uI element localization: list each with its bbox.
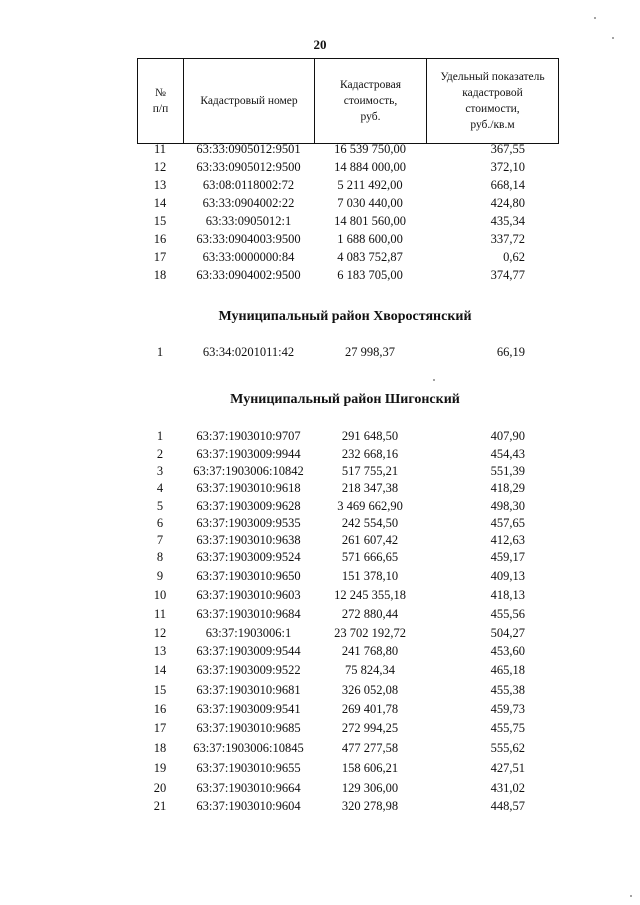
row-cadastral-number: 63:33:0905012:9501 — [196, 142, 301, 156]
row-cadastral-value: 12 245 355,18 — [334, 588, 406, 602]
row-cadastral-number: 63:37:1903010:9685 — [196, 721, 301, 735]
row-cadastral-number: 63:33:0904002:22 — [202, 196, 295, 210]
row-cadastral-value: 151 378,10 — [341, 569, 399, 583]
row-cadastral-value: 242 554,50 — [341, 516, 399, 530]
row-specific-rate: 372,10 — [490, 160, 525, 174]
row-specific-rate: 427,51 — [490, 761, 525, 775]
row-cadastral-value: 23 702 192,72 — [334, 626, 406, 640]
row-num: 2 — [156, 447, 164, 461]
row-specific-rate: 453,60 — [490, 644, 525, 658]
scan-speck — [630, 895, 632, 897]
row-cadastral-value: 232 668,16 — [341, 447, 399, 461]
table-row — [0, 661, 640, 679]
row-num: 13 — [153, 644, 167, 658]
row-cadastral-number: 63:37:1903006:10845 — [193, 741, 304, 755]
row-num: 19 — [153, 761, 167, 775]
row-cadastral-number: 63:37:1903009:9541 — [196, 702, 301, 716]
row-cadastral-value: 129 306,00 — [341, 781, 399, 795]
row-cadastral-value: 5 211 492,00 — [337, 178, 403, 192]
scan-speck — [433, 379, 435, 381]
row-cadastral-value: 6 183 705,00 — [337, 268, 403, 282]
row-num: 20 — [153, 781, 167, 795]
row-cadastral-number: 63:37:1903010:9707 — [196, 429, 301, 443]
row-num: 16 — [153, 232, 167, 246]
table-header — [137, 58, 559, 144]
row-num: 9 — [156, 569, 164, 583]
table-row — [0, 140, 640, 158]
row-cadastral-value: 3 469 662,90 — [337, 499, 403, 513]
row-num: 7 — [156, 533, 164, 547]
row-specific-rate: 455,38 — [490, 683, 525, 697]
row-specific-rate: 551,39 — [490, 464, 525, 478]
table-row — [0, 479, 640, 497]
row-cadastral-value: 27 998,37 — [345, 345, 395, 359]
row-cadastral-number: 63:37:1903009:9524 — [196, 550, 301, 564]
row-specific-rate: 374,77 — [490, 268, 525, 282]
row-num: 12 — [153, 160, 167, 174]
row-cadastral-number: 63:37:1903009:9944 — [196, 447, 301, 461]
row-cadastral-number: 63:33:0904002:9500 — [196, 268, 301, 282]
row-specific-rate: 455,75 — [490, 721, 525, 735]
row-cadastral-number: 63:37:1903009:9544 — [196, 644, 301, 658]
header-cadastral-number: Кадастровый номер — [184, 59, 315, 144]
scan-speck — [594, 17, 596, 19]
row-cadastral-value: 320 278,98 — [341, 799, 399, 813]
row-cadastral-number: 63:33:0904003:9500 — [196, 232, 301, 246]
table-row — [0, 567, 640, 585]
table-row — [0, 719, 640, 737]
row-num: 15 — [153, 683, 167, 697]
row-specific-rate: 337,72 — [490, 232, 525, 246]
row-cadastral-value: 477 277,58 — [341, 741, 399, 755]
row-cadastral-value: 241 768,80 — [341, 644, 399, 658]
row-specific-rate: 431,02 — [490, 781, 525, 795]
row-cadastral-value: 261 607,42 — [341, 533, 399, 547]
table-row — [0, 248, 640, 266]
table-row — [0, 212, 640, 230]
row-cadastral-value: 16 539 750,00 — [334, 142, 406, 156]
table-row — [0, 531, 640, 549]
table-row — [0, 462, 640, 480]
row-num: 13 — [153, 178, 167, 192]
row-cadastral-value: 269 401,78 — [341, 702, 399, 716]
table-row — [0, 445, 640, 463]
table-row — [0, 779, 640, 797]
row-num: 11 — [153, 142, 167, 156]
row-cadastral-number: 63:37:1903009:9628 — [196, 499, 301, 513]
row-cadastral-value: 272 994,25 — [341, 721, 399, 735]
page-number: 20 — [313, 37, 327, 52]
row-specific-rate: 504,27 — [490, 626, 525, 640]
row-num: 8 — [156, 550, 164, 564]
row-cadastral-value: 571 666,65 — [341, 550, 399, 564]
row-cadastral-number: 63:37:1903010:9604 — [196, 799, 301, 813]
row-num: 4 — [156, 481, 164, 495]
row-specific-rate: 66,19 — [496, 345, 525, 359]
table-row — [0, 514, 640, 532]
row-specific-rate: 412,63 — [490, 533, 525, 547]
row-cadastral-value: 291 648,50 — [341, 429, 399, 443]
row-num: 18 — [153, 741, 167, 755]
row-num: 16 — [153, 702, 167, 716]
row-cadastral-number: 63:37:1903009:9522 — [196, 663, 301, 677]
table-row — [0, 176, 640, 194]
row-num: 15 — [153, 214, 167, 228]
row-cadastral-value: 326 052,08 — [341, 683, 399, 697]
row-cadastral-number: 63:37:1903006:1 — [205, 626, 292, 640]
table-row — [0, 681, 640, 699]
section-heading-khvorostyansky: Муниципальный район Хворостянский — [218, 309, 472, 324]
row-cadastral-number: 63:08:0118002:72 — [202, 178, 295, 192]
table-row — [0, 700, 640, 718]
row-specific-rate: 457,65 — [490, 516, 525, 530]
row-specific-rate: 409,13 — [490, 569, 525, 583]
row-num: 21 — [153, 799, 167, 813]
header-cadastral-value: Кадастровая стоимость, руб. — [315, 59, 427, 144]
table-row — [0, 497, 640, 515]
row-cadastral-number: 63:33:0000000:84 — [202, 250, 295, 264]
row-specific-rate: 555,62 — [490, 741, 525, 755]
row-cadastral-number: 63:37:1903009:9535 — [196, 516, 301, 530]
table-row — [0, 158, 640, 176]
row-specific-rate: 498,30 — [490, 499, 525, 513]
row-specific-rate: 435,34 — [490, 214, 525, 228]
row-num: 1 — [156, 429, 164, 443]
row-cadastral-number: 63:33:0905012:9500 — [196, 160, 301, 174]
row-specific-rate: 407,90 — [490, 429, 525, 443]
row-cadastral-value: 158 606,21 — [341, 761, 399, 775]
row-cadastral-value: 517 755,21 — [341, 464, 399, 478]
row-num: 1 — [156, 345, 164, 359]
row-specific-rate: 455,56 — [490, 607, 525, 621]
row-cadastral-number: 63:37:1903010:9681 — [196, 683, 301, 697]
row-cadastral-number: 63:33:0905012:1 — [205, 214, 292, 228]
row-num: 14 — [153, 663, 167, 677]
row-cadastral-value: 4 083 752,87 — [337, 250, 403, 264]
table-row — [0, 194, 640, 212]
row-cadastral-value: 1 688 600,00 — [337, 232, 403, 246]
row-num: 3 — [156, 464, 164, 478]
row-specific-rate: 459,17 — [490, 550, 525, 564]
scan-speck — [612, 37, 614, 39]
row-num: 10 — [153, 588, 167, 602]
row-cadastral-value: 14 884 000,00 — [334, 160, 406, 174]
table-row — [0, 343, 640, 361]
row-specific-rate: 0,62 — [503, 250, 525, 264]
row-num: 12 — [153, 626, 167, 640]
row-specific-rate: 367,55 — [490, 142, 525, 156]
row-cadastral-number: 63:37:1903010:9650 — [196, 569, 301, 583]
row-specific-rate: 454,43 — [490, 447, 525, 461]
row-cadastral-value: 7 030 440,00 — [337, 196, 403, 210]
row-cadastral-number: 63:37:1903010:9684 — [196, 607, 301, 621]
row-specific-rate: 668,14 — [490, 178, 525, 192]
section-heading-shigonsky: Муниципальный район Шигонский — [230, 392, 460, 407]
table-row — [0, 759, 640, 777]
row-num: 14 — [153, 196, 167, 210]
row-specific-rate: 459,73 — [490, 702, 525, 716]
table-row — [0, 642, 640, 660]
table-row — [0, 548, 640, 566]
table-row — [0, 266, 640, 284]
row-specific-rate: 448,57 — [490, 799, 525, 813]
table-row — [0, 427, 640, 445]
row-specific-rate: 418,13 — [490, 588, 525, 602]
table-row — [0, 739, 640, 757]
table-row — [0, 586, 640, 604]
row-cadastral-number: 63:37:1903010:9664 — [196, 781, 301, 795]
row-cadastral-value: 218 347,38 — [341, 481, 399, 495]
row-specific-rate: 465,18 — [490, 663, 525, 677]
row-num: 17 — [153, 721, 167, 735]
table-row — [0, 797, 640, 815]
row-num: 18 — [153, 268, 167, 282]
header-specific-rate: Удельный показатель кадастровой стоимости, руб./кв.м — [427, 59, 559, 144]
row-cadastral-number: 63:37:1903010:9655 — [196, 761, 301, 775]
row-num: 5 — [156, 499, 164, 513]
header-num: № п/п — [138, 59, 184, 144]
row-cadastral-value: 272 880,44 — [341, 607, 399, 621]
row-cadastral-number: 63:37:1903006:10842 — [193, 464, 304, 478]
row-cadastral-value: 14 801 560,00 — [334, 214, 406, 228]
table-row — [0, 230, 640, 248]
row-cadastral-number: 63:37:1903010:9618 — [196, 481, 301, 495]
row-num: 17 — [153, 250, 167, 264]
row-cadastral-number: 63:37:1903010:9638 — [196, 533, 301, 547]
table-row — [0, 624, 640, 642]
row-num: 11 — [153, 607, 167, 621]
row-cadastral-number: 63:34:0201011:42 — [202, 345, 295, 359]
row-specific-rate: 424,80 — [490, 196, 525, 210]
row-num: 6 — [156, 516, 164, 530]
row-specific-rate: 418,29 — [490, 481, 525, 495]
row-cadastral-number: 63:37:1903010:9603 — [196, 588, 301, 602]
row-cadastral-value: 75 824,34 — [345, 663, 395, 677]
table-row — [0, 605, 640, 623]
